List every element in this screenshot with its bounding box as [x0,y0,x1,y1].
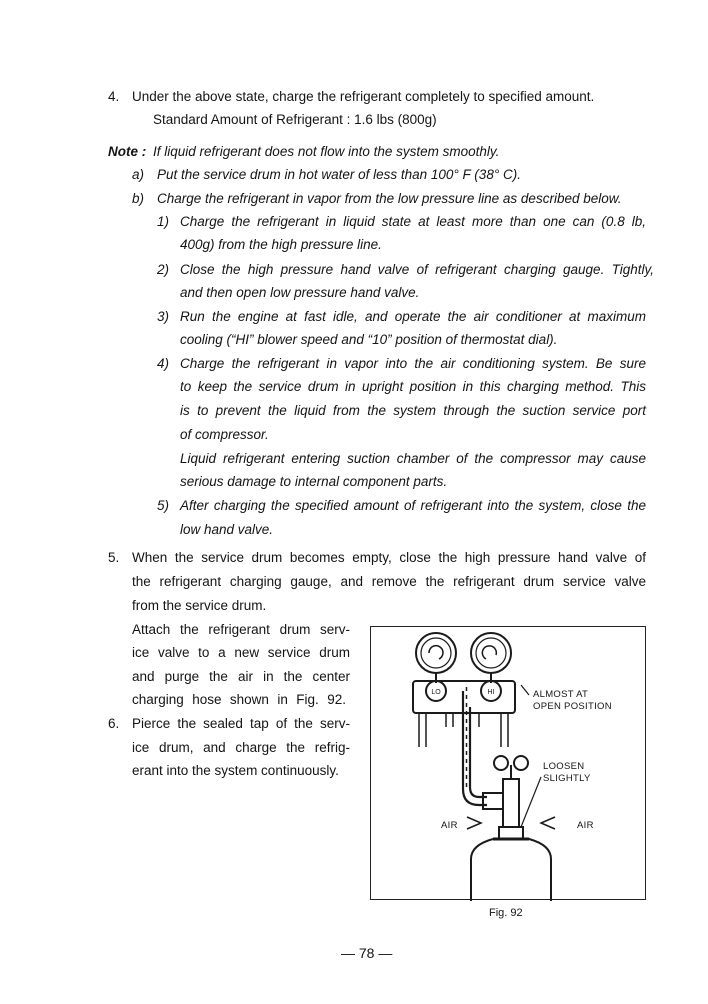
note-a-marker: a) [132,167,145,182]
sub-3-line-1: Run the engine at fast idle, and operate the air conditioner at maximum [180,309,646,324]
step-5-number: 5. [108,550,120,565]
page-number: — 78 — [341,945,393,961]
attach-line-4: charging hose shown in Fig. 92. [132,692,346,707]
charging-setup-illustration [371,627,647,901]
service-valve-fitting [483,793,503,809]
note-b-marker: b) [132,191,145,206]
sub-2-line-1: Close the high pressure hand valve of refrigerant charging gauge. Tightly, [180,262,654,277]
label-air-left: AIR [441,820,458,831]
label-loosen: LOOSEN [543,761,585,772]
label-open-position: OPEN POSITION [533,701,612,712]
service-valve-body [503,779,519,827]
step-4-text: Under the above state, charge the refrigerant completely to specified amount. [132,89,595,104]
note-text: If liquid refrigerant does not flow into the system smoothly. [153,144,500,159]
sub-5-marker: 5) [157,498,170,513]
sub-4-line-4: of compressor. [180,427,269,442]
step-5-line-2: the refrigerant charging gauge, and remove the refrigerant drum service valve [132,574,646,589]
note-b-text: Charge the refrigerant in vapor from the low pressure line as described below. [157,191,622,206]
fig-92-diagram [370,626,646,900]
attach-line-2: ice valve to a new service drum [132,645,350,660]
sub-1-line-1: Charge the refrigerant in liquid state at least more than one can (0.8 lb, [180,214,646,229]
sub-1-marker: 1) [157,214,170,229]
gauge-lo-label: LO [431,689,441,696]
sub-4-marker: 4) [157,356,170,371]
step-4-number: 4. [108,89,120,104]
attach-line-3: and purge the air in the center [132,669,350,684]
step-6-line-2: ice drum, and charge the refrig- [132,740,350,755]
sub-3-line-2: cooling (“HI” blower speed and “10” position of thermostat dial). [180,332,558,347]
sub-4-line-1: Charge the refrigerant in vapor into the air conditioning system. Be sure [180,356,646,371]
note-label: Note : [108,144,147,159]
sub-3-marker: 3) [157,309,170,324]
low-pressure-gauge [416,633,456,673]
step-6-number: 6. [108,716,120,731]
sub-2-line-2: and then open low pressure hand valve. [180,285,420,300]
valve-handle-left [494,756,508,770]
label-almost-at: ALMOST AT [533,689,589,700]
sub-5-line-2: low hand valve. [180,522,274,537]
note-a-text: Put the service drum in hot water of less than 100° F (38° C). [157,167,521,182]
service-drum [471,839,551,901]
sub-4-line-5: Liquid refrigerant entering suction chamber of the compressor may cause [180,451,646,466]
sub-5-line-1: After charging the specified amount of refrigerant into the system, close the [180,498,646,513]
sub-4-line-2: to keep the service drum in upright position in this charging method. This [180,379,646,394]
valve-handle-right [514,756,528,770]
attach-line-1: Attach the refrigerant drum serv- [132,622,350,637]
figure-caption: Fig. 92 [489,907,523,919]
high-pressure-gauge [471,633,511,673]
gauge-hi-label: HI [487,689,495,696]
sub-4-line-3: is to prevent the liquid from the system through the suction service port [180,403,646,418]
sub-2-marker: 2) [157,262,170,277]
standard-amount: Standard Amount of Refrigerant : 1.6 lbs (800g) [153,112,437,127]
sub-1-line-2: 400g) from the high pressure line. [180,237,382,252]
step-5-line-3: from the service drum. [132,598,267,613]
label-air-right: AIR [577,820,594,831]
step-5-line-1: When the service drum becomes empty, close the high pressure hand valve of [132,550,646,565]
sub-4-line-6: serious damage to internal component parts. [180,474,448,489]
center-charging-hose [463,691,487,805]
label-slightly: SLIGHTLY [543,773,591,784]
step-6-line-1: Pierce the sealed tap of the serv- [132,716,350,731]
step-6-line-3: erant into the system continuously. [132,763,339,778]
